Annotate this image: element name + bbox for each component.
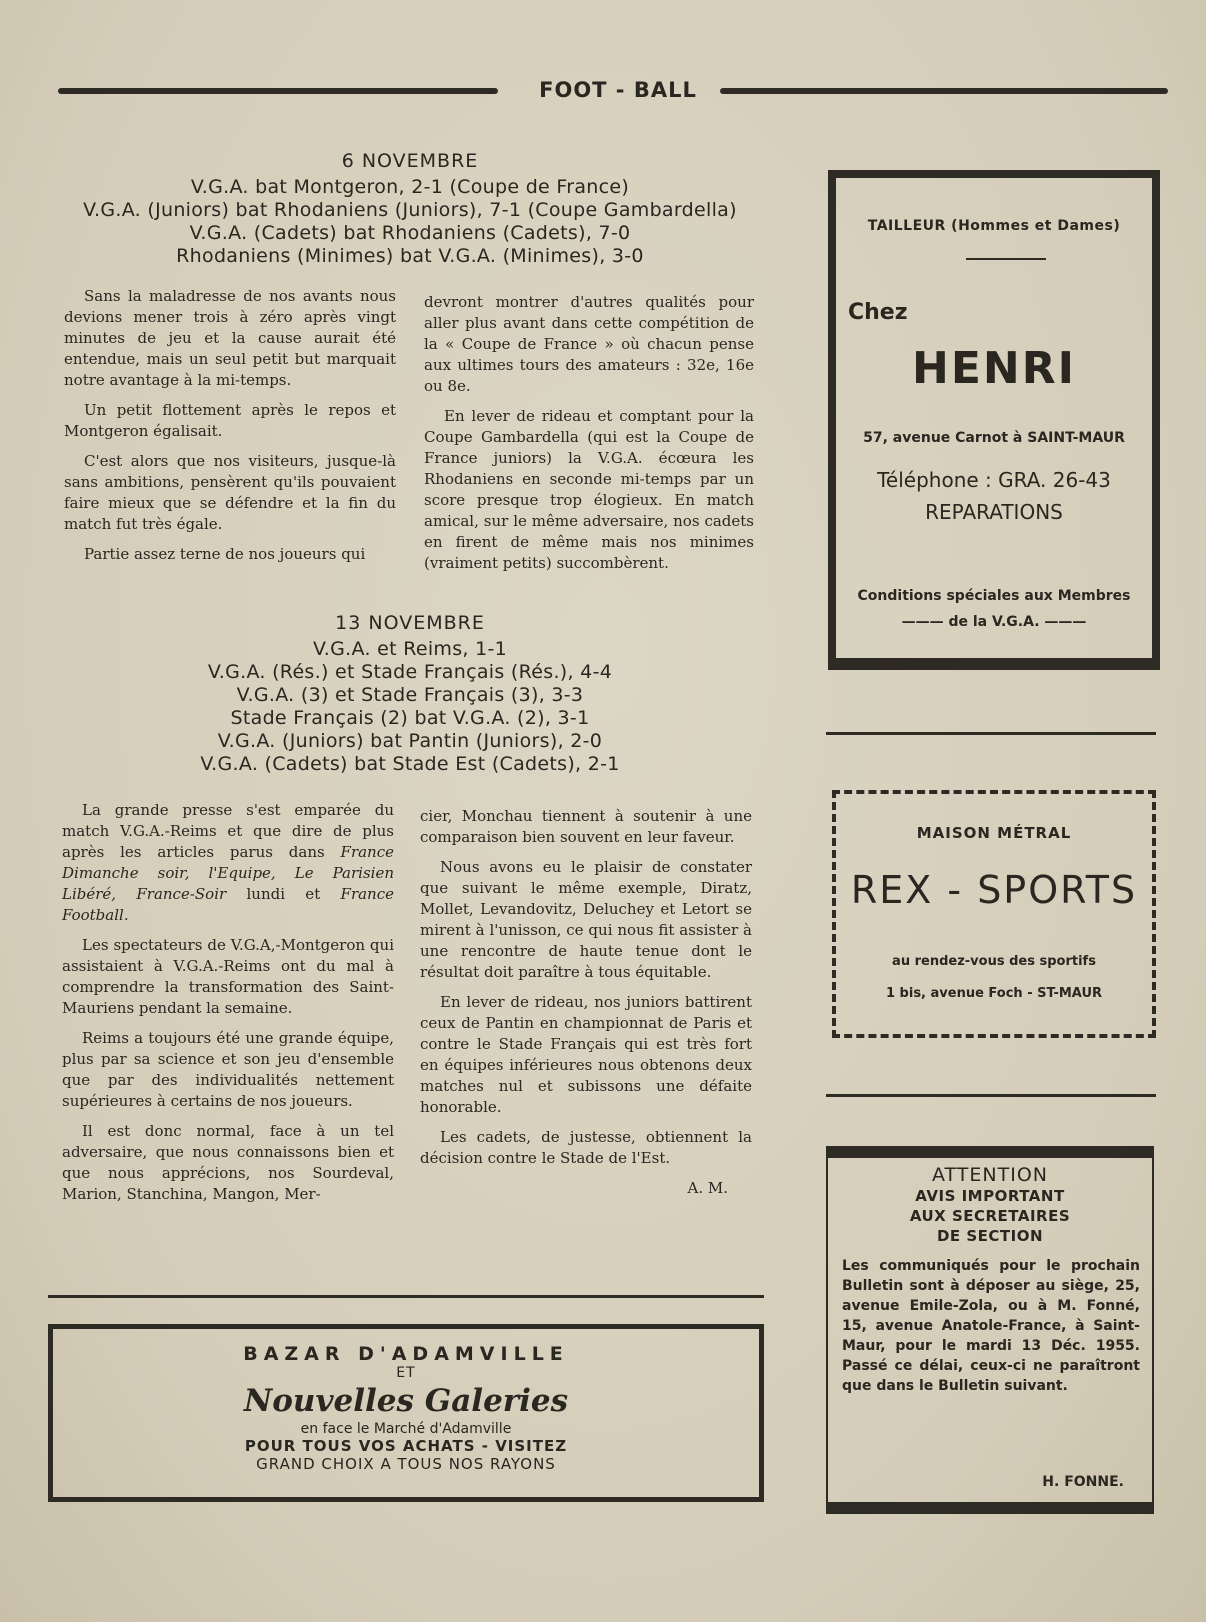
ad-name: Nouvelles Galeries [243, 1383, 569, 1419]
text-run: La grande presse s'est emparée du match V.G.A.-Reims et que dire de plus après les articles parus dans [62, 801, 394, 861]
divider [826, 1094, 1156, 1097]
page-title: FOOT - BALL [539, 78, 697, 102]
italic-run: France Dimanche soir, l'Equipe, Le Parisien Libéré, France-Soir [62, 843, 394, 903]
paragraph: cier, Monchau tiennent à soutenir à une comparaison bien souvent en leur faveur. [420, 807, 752, 846]
paragraph: Les spectateurs de V.G.A,-Montgeron qui assistaient à V.G.A.-Reims ont du mal à comprendre la transformation des Saint-Mauriens pendant la semaine. [62, 936, 394, 1017]
ad-henri [828, 170, 1160, 670]
divider [966, 258, 1046, 260]
notice-subheading: DE SECTION [936, 1227, 1044, 1245]
result-line: V.G.A. (3) et Stade Français (3), 3-3 [236, 684, 584, 706]
ad-line: Conditions spéciales aux Membres [857, 588, 1131, 604]
result-line: V.G.A. (Cadets) bat Stade Est (Cadets), 2-1 [200, 753, 620, 775]
divider [826, 732, 1156, 735]
paragraph: C'est alors que nos visiteurs, jusque-là sans ambitions, pensèrent qu'ils pouvaient faire mieux que se défendre et la fin du match fut très égale. [64, 452, 396, 533]
result-line: Stade Français (2) bat V.G.A. (2), 3-1 [230, 707, 590, 729]
ad-bazar [48, 1324, 764, 1502]
notice-attention [826, 1146, 1154, 1514]
ad-line: en face le Marché d'Adamville [300, 1421, 512, 1437]
notice-signature: H. FONNE. [1042, 1474, 1124, 1490]
ad-address: 1 bis, avenue Foch - ST-MAUR [885, 986, 1103, 1001]
ad-line: BAZAR D'ADAMVILLE [243, 1343, 569, 1365]
paragraph: Reims a toujours été une grande équipe, plus par sa science et son jeu d'ensemble que par des individualités nettement supérieures à certains de nos joueurs. [62, 1029, 394, 1110]
ad-line: Chez [848, 300, 908, 325]
paragraph: En lever de rideau et comptant pour la Coupe Gambardella (qui est la Coupe de France juniors) la V.G.A. écœura les Rhodaniens en seconde mi-temps par un score presque trop élogieux. En match amical, sur le même adversaire, nos cadets en firent de même mais nos minimes (vraiment petits) succombèrent. [424, 407, 754, 572]
ad-name: HENRI [912, 343, 1076, 394]
paragraph: Un petit flottement après le repos et Montgeron égalisait. [64, 401, 396, 440]
notice-body: Les communiqués pour le prochain Bulletin sont à déposer au siège, 25, avenue Emile-Zola, ou à M. Fonné, 15, avenue Anatole-France, à Saint-Maur, pour le mardi 13 Déc. 1955. Passé ce délai, ceux-ci ne paraîtront que dans le Bulletin suivant. [842, 1258, 1140, 1394]
divider [48, 1295, 764, 1298]
paragraph: Il est donc normal, face à un tel adversaire, que nous connaissons bien et que nous apprécions, nos Sourdeval, Marion, Stanchina, Mangon, Mer- [62, 1122, 394, 1203]
section-date: 13 NOVEMBRE [335, 612, 485, 634]
paragraph: Les cadets, de justesse, obtiennent la décision contre le Stade de l'Est. [420, 1128, 752, 1167]
result-line: V.G.A. (Juniors) bat Rhodaniens (Juniors), 7-1 (Coupe Gambardella) [83, 199, 737, 221]
page-header [58, 78, 1168, 108]
ad-line: POUR TOUS VOS ACHATS - VISITEZ [244, 1437, 568, 1455]
result-line: V.G.A. bat Montgeron, 2-1 (Coupe de France) [190, 176, 630, 198]
article-signature: A. M. [687, 1179, 728, 1197]
paragraph: Nous avons eu le plaisir de constater que suivant le même exemple, Diratz, Mollet, Levandovitz, Deluchey et Letort se mirent à l'unisson, ce qui nous fit assister à une rencontre de haute tenue dont le résultat doit paraître à tous équitable. [420, 858, 752, 981]
ad-name: REX - SPORTS [850, 868, 1138, 912]
result-line: Rhodaniens (Minimes) bat V.G.A. (Minimes), 3-0 [176, 245, 644, 267]
result-line: V.G.A. et Reims, 1-1 [312, 638, 508, 660]
ad-line: REPARATIONS [925, 500, 1063, 524]
ad-line: au rendez-vous des sportifs [892, 954, 1096, 969]
header-rule-right [720, 88, 1168, 94]
ad-rex-sports [832, 790, 1156, 1038]
result-line: V.G.A. (Juniors) bat Pantin (Juniors), 2-0 [217, 730, 603, 752]
article-column [64, 286, 396, 574]
article-column [62, 800, 394, 1214]
header-rule-left [58, 88, 498, 94]
paragraph: Sans la maladresse de nos avants nous devions mener trois à zéro après vingt minutes de jeu et la cause aurait été entendue, mais un seul petit but marquait notre avantage à la mi-temps. [64, 287, 396, 389]
section-13-novembre [60, 612, 760, 776]
section-date: 6 NOVEMBRE [341, 150, 479, 172]
article-column [420, 806, 752, 1208]
paragraph: Partie assez terne de nos joueurs qui [84, 545, 366, 563]
section-6-novembre [60, 150, 760, 268]
ad-phone: Téléphone : GRA. 26-43 [877, 468, 1111, 492]
result-line: V.G.A. (Rés.) et Stade Français (Rés.), 4-4 [207, 661, 613, 683]
ad-address: 57, avenue Carnot à SAINT-MAUR [863, 430, 1125, 446]
italic-run: France Football. [62, 885, 394, 924]
ad-line: ET [396, 1365, 416, 1381]
result-line: V.G.A. (Cadets) bat Rhodaniens (Cadets), 7-0 [189, 222, 631, 244]
paragraph [62, 800, 394, 926]
article-column [424, 292, 754, 583]
text-run: lundi et [226, 885, 341, 903]
paragraph: devront montrer d'autres qualités pour aller plus avant dans cette compétition de la « Coupe de France » où chacun pense aux ultimes tours des amateurs : 32e, 16e ou 8e. [424, 293, 754, 395]
ad-line: ——— de la V.G.A. ——— [901, 614, 1087, 630]
notice-subheading: AVIS IMPORTANT [915, 1187, 1065, 1205]
notice-heading: ATTENTION [932, 1164, 1048, 1186]
ad-line: MAISON MÉTRAL [916, 824, 1072, 842]
ad-line: GRAND CHOIX A TOUS NOS RAYONS [256, 1455, 556, 1473]
notice-subheading: AUX SECRETAIRES [909, 1207, 1071, 1225]
paragraph: En lever de rideau, nos juniors battirent ceux de Pantin en championnat de Paris et contre le Stade Français qui est très fort en équipes inférieures nous obtenons deux matches nul et subissons une défaite honorable. [420, 993, 752, 1116]
ad-line: TAILLEUR (Hommes et Dames) [867, 218, 1121, 234]
